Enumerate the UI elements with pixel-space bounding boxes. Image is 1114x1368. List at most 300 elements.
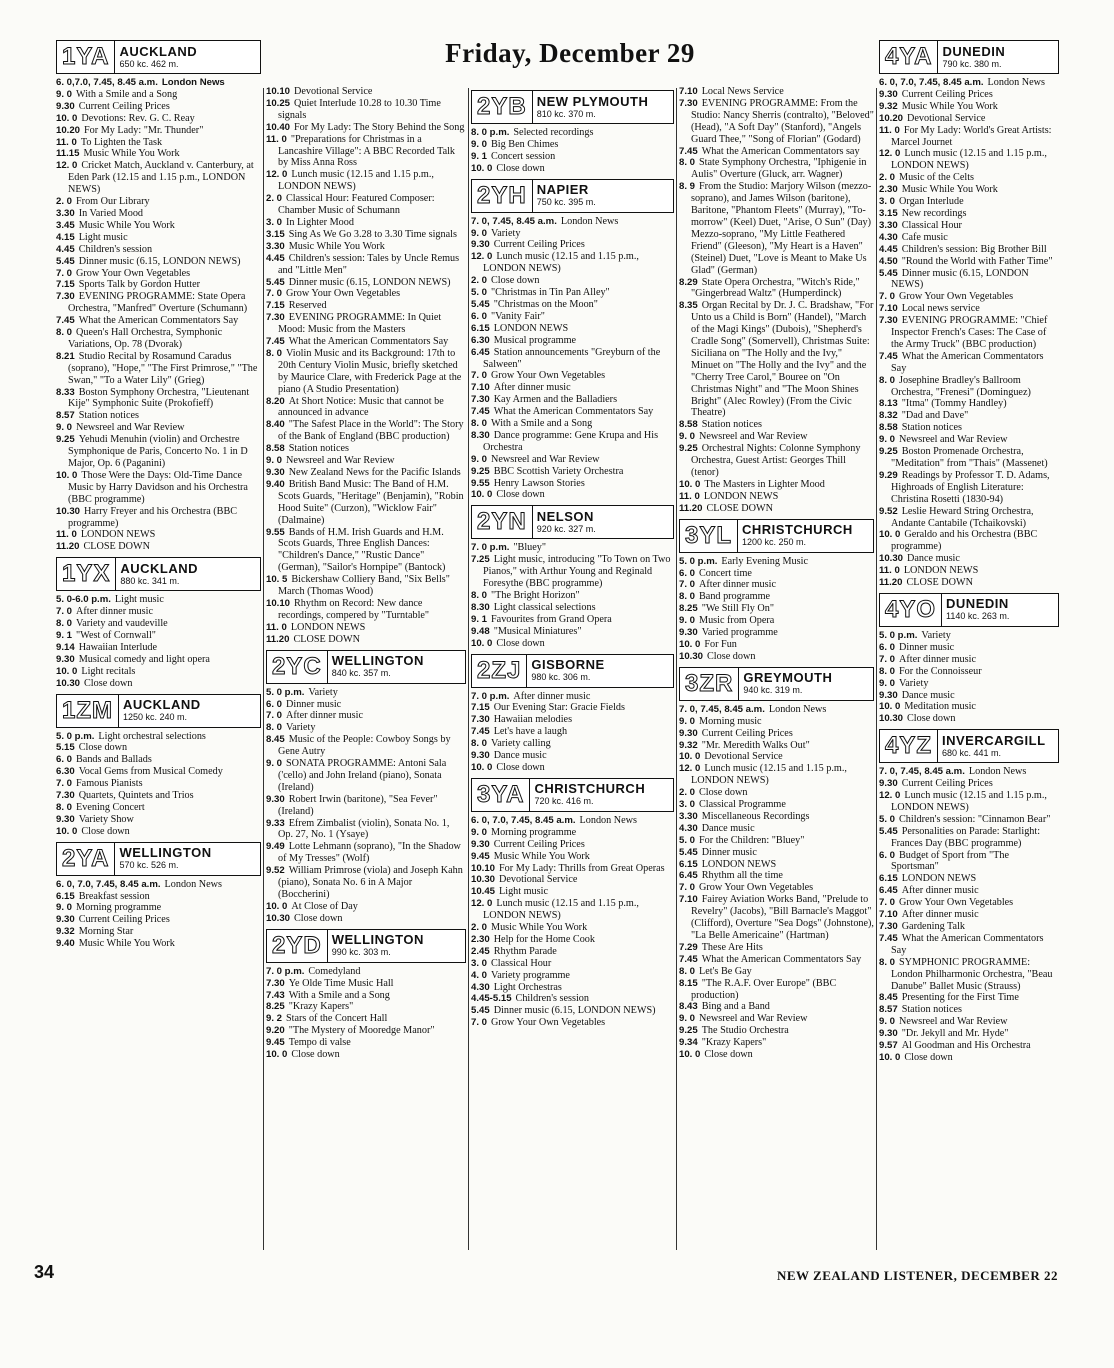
station-info <box>119 695 260 727</box>
programme-time: 3.15 <box>266 228 285 240</box>
programme-title: "Krazy Kapers" <box>701 1037 767 1049</box>
programme-item <box>471 299 674 311</box>
programme-title: Variety <box>921 629 951 641</box>
programme-title: Children's session <box>78 243 153 255</box>
programme-item <box>471 251 674 275</box>
programme-title: Light music, introducing "To Town on Two Pianos," with Arthur Young and Reginald Foresythe (BBC programme) <box>483 554 671 590</box>
programme-item <box>679 603 874 615</box>
programme-item <box>471 874 674 886</box>
programme-item <box>56 790 261 802</box>
programme-title: British Band Music: The Band of H.M. Scots Guards, "Heritage" (Benjamin), "Robin Hood Suite" (Curzon), "Wicklow Fair" (Dalmaine) <box>278 478 464 526</box>
programme-time: 11. 0 <box>679 490 700 502</box>
programme-time: 10. 0 <box>879 529 901 541</box>
programme-item <box>266 710 466 722</box>
programme-item <box>679 419 874 431</box>
programme-item <box>56 630 261 642</box>
programme-item <box>56 529 261 541</box>
programme-title: Early Evening Music <box>721 555 808 567</box>
programme-time: 9.25 <box>679 443 698 455</box>
programme-item <box>879 244 1059 256</box>
station-logo: 1ZM <box>57 695 119 727</box>
programme-list <box>266 86 466 646</box>
programme-title: Sing As We Go 3.28 to 3.30 Time signals <box>288 228 457 240</box>
programme-item <box>56 678 261 690</box>
programme-title: "Christmas on the Moon" <box>493 298 598 310</box>
programme-time: 7.45 <box>679 953 698 965</box>
programme-title: With a Smile and a Song <box>76 88 178 100</box>
programme-title: Close down <box>491 275 540 287</box>
programme-time: 9. 0 <box>266 455 283 467</box>
programme-title: With a Smile and a Song <box>288 989 390 1001</box>
station-header <box>471 778 674 812</box>
programme-item <box>879 1016 1059 1028</box>
programme-item <box>266 1013 466 1025</box>
programme-title: Children's session <box>515 993 589 1005</box>
programme-item <box>879 933 1059 957</box>
programme-item <box>266 794 466 818</box>
programme-title: Station notices <box>701 419 762 431</box>
column-2 <box>266 86 466 1254</box>
programme-time: 9.25 <box>879 446 898 458</box>
programme-title: Close down <box>907 713 956 725</box>
programme-item <box>266 818 466 842</box>
programme-time: 10.30 <box>266 912 291 924</box>
programme-item <box>471 863 674 875</box>
programme-title: Newsreel and War Review <box>76 422 185 434</box>
programme-title: Close down <box>294 912 343 924</box>
station-header <box>679 667 874 701</box>
programme-item <box>471 466 674 478</box>
programme-title: Henry Lawson Stories <box>493 477 585 489</box>
programme-item <box>56 351 261 387</box>
programme-title: Grow Your Own Vegetables <box>699 882 814 894</box>
programme-item <box>679 966 874 978</box>
programme-item <box>56 101 261 113</box>
programme-item <box>266 241 466 253</box>
programme-time: 5.45 <box>471 298 490 310</box>
programme-title: Current Ceiling Prices <box>493 838 585 850</box>
programme-item <box>679 639 874 651</box>
programme-time: 8. 0 <box>266 722 283 734</box>
programme-item <box>266 758 466 794</box>
programme-time: 9.30 <box>679 727 698 739</box>
programme-time: 9.30 <box>56 914 75 926</box>
programme-title: CLOSE DOWN <box>83 541 150 553</box>
programme-item <box>56 232 261 244</box>
programme-title: What the American Commentators say <box>701 145 860 157</box>
programme-title: Lunch music (12.15 and 1.15 p.m., LONDON NEWS) <box>278 169 434 193</box>
programme-time: 9. 1 <box>471 150 488 162</box>
programme-time: 10. 0 <box>56 665 78 677</box>
programme-time: 4.45 <box>266 252 285 264</box>
programme-title: Morning programme <box>76 902 162 914</box>
programme-time: 10.10 <box>266 86 291 97</box>
programme-item <box>879 220 1059 232</box>
programme-time: 10. 0 <box>879 1051 901 1063</box>
programme-time: 10. 0 <box>266 1049 288 1061</box>
programme-time: 10. 0 <box>679 751 701 763</box>
programme-title: Station notices <box>288 443 349 455</box>
station-header <box>879 593 1059 627</box>
programme-item <box>266 229 466 241</box>
programme-time: 12. 0 <box>879 148 901 160</box>
programme-time: 8.13 <box>879 398 898 410</box>
programme-item <box>471 827 674 839</box>
programme-time: 5.45 <box>879 825 898 837</box>
programme-time: 11. 0 <box>879 565 900 577</box>
programme-title: Close down <box>84 677 133 689</box>
programme-time: 9. 0 <box>266 758 283 770</box>
programme-item <box>56 802 261 814</box>
programme-title: Favourites from Grand Opera <box>491 613 612 625</box>
programme-time: 6. 0 <box>679 567 696 579</box>
programme-time: 8.35 <box>679 300 698 312</box>
programme-time: 10.40 <box>266 121 291 133</box>
programme-time: 7. 0 <box>266 710 283 722</box>
programme-item <box>56 654 261 666</box>
programme-title: Concert time <box>699 567 752 579</box>
programme-time: 11. 0 <box>879 124 900 136</box>
programme-time: 11. 0 <box>266 621 287 633</box>
programme-time: 10.30 <box>679 650 704 662</box>
programme-time: 9.55 <box>471 477 490 489</box>
programme-time: 9.52 <box>879 505 898 517</box>
programme-item <box>879 790 1059 814</box>
programme-item <box>879 642 1059 654</box>
programme-item <box>879 148 1059 172</box>
programme-time: 5. 0 p.m. <box>679 555 718 567</box>
programme-title: For the Children: "Bluey" <box>699 834 805 846</box>
programme-title: Robert Irwin (baritone), "Sea Fever" (Ireland) <box>278 793 438 817</box>
programme-item <box>879 125 1059 149</box>
programme-item <box>879 778 1059 790</box>
programme-item <box>879 113 1059 125</box>
programme-item <box>266 598 466 622</box>
programme-title: Hawaiian melodies <box>493 714 573 726</box>
programme-time: 6.30 <box>471 334 490 346</box>
programme-time: 8. 0 <box>56 327 73 339</box>
programme-time: 11.20 <box>679 502 703 514</box>
programme-time: 10.10 <box>471 862 496 874</box>
programme-title: "We Still Fly On" <box>701 603 774 615</box>
programme-time: 9.30 <box>879 689 898 701</box>
programme-time: 8. 0 p.m. <box>471 127 510 138</box>
page-number: 34 <box>34 1262 55 1282</box>
programme-title: Music While You Work <box>288 240 385 252</box>
programme-title: Breakfast session <box>78 890 150 902</box>
programme-time: 8.32 <box>879 410 898 422</box>
programme-item <box>266 913 466 925</box>
programme-title: Newsreel and War Review <box>491 453 600 465</box>
station-frequency: 880 kc. 341 m. <box>120 575 180 586</box>
column-rule <box>876 88 877 1250</box>
programme-time: 3.45 <box>56 219 75 231</box>
programme-title: Miscellaneous Recordings <box>701 810 810 822</box>
programme-title: Newsreel and War Review <box>899 434 1008 446</box>
station-frequency: 790 kc. 380 m. <box>942 58 1002 69</box>
station-name: WELLINGTON <box>331 653 424 669</box>
programme-time: 8.45 <box>266 734 285 746</box>
programme-title: Josephine Bradley's Ballroom Orchestra, "Frenesi" (Dominguez) <box>891 374 1031 398</box>
programme-time: 8.58 <box>266 443 285 455</box>
programme-item <box>56 113 261 125</box>
programme-time: 8.20 <box>266 395 285 407</box>
programme-title: Bands and Ballads <box>76 754 152 766</box>
programme-time: 7. 0 <box>266 288 283 300</box>
programme-title: The Studio Orchestra <box>701 1025 789 1037</box>
programme-time: 9. 0 <box>879 1016 896 1028</box>
programme-title: Close down <box>496 761 545 773</box>
programme-title: Current Ceiling Prices <box>901 778 993 790</box>
programme-title: "Round the World with Father Time" <box>901 255 1053 267</box>
programme-title: "Musical Miniatures" <box>493 625 582 637</box>
programme-title: Fairey Aviation Works Band, "Prelude to Revelry" (Jacobs), "Bill Barnacle's Maggot" (Clifford), Overture "Sea Dogs" (Johnstone), "La Belle Americaine" (Hartman) <box>691 894 874 941</box>
programme-time: 8.30 <box>471 429 490 441</box>
programme-time: 6. 0 <box>471 310 488 322</box>
programme-item <box>266 443 466 455</box>
programme-item <box>471 886 674 898</box>
programme-title: EVENING PROGRAMME: In Quiet Mood: Music from the Masters <box>278 312 442 336</box>
programme-time: 8. 0 <box>266 347 283 359</box>
programme-item <box>266 901 466 913</box>
station-header <box>56 557 261 591</box>
programme-time: 11. 0 <box>56 136 77 148</box>
programme-title: Devotional Service <box>499 874 578 886</box>
programme-title: Music While You Work <box>901 100 998 112</box>
column-rule <box>263 88 264 1250</box>
programme-time: 8.57 <box>56 410 75 422</box>
programme-item <box>679 300 874 419</box>
programme-item <box>471 691 674 703</box>
programme-title: Lunch music (12.15 and 1.15 p.m., LONDON NEWS) <box>891 148 1047 172</box>
programme-time: 7. 0 <box>679 882 696 894</box>
programme-item <box>879 1004 1059 1016</box>
programme-title: Music While You Work <box>83 148 180 160</box>
programme-title: Classical Programme <box>699 799 786 811</box>
programme-time: 9.30 <box>879 1028 898 1040</box>
programme-item <box>266 396 466 420</box>
programme-title: Stars of the Concert Hall <box>286 1013 388 1025</box>
programme-time: 7. 0 <box>471 370 488 382</box>
programme-time: 8.58 <box>679 419 698 431</box>
programme-title: Comedyland <box>308 965 361 977</box>
programme-time: 9.20 <box>266 1025 285 1037</box>
programme-item <box>679 799 874 811</box>
programme-time: 8. 0 <box>679 591 696 603</box>
programme-title: Dinner music (6.15, LONDON NEWS) <box>78 255 241 267</box>
programme-time: 9.30 <box>471 239 490 251</box>
programme-time: 7.15 <box>266 300 285 312</box>
programme-time: 8. 0 <box>56 801 73 813</box>
programme-item <box>471 1005 674 1017</box>
programme-item <box>266 687 466 699</box>
programme-title: What the American Commentators Say <box>891 350 1044 374</box>
programme-time: 6.15 <box>471 322 490 334</box>
programme-item <box>56 541 261 553</box>
programme-item <box>471 323 674 335</box>
programme-item <box>879 529 1059 553</box>
station-name: AUCKLAND <box>120 560 199 576</box>
programme-time: 4.50 <box>879 255 898 267</box>
station-name: INVERCARGILL <box>942 732 1046 748</box>
programme-title: Close down <box>707 650 756 662</box>
programme-title: Cafe music <box>901 231 948 243</box>
programme-item <box>266 217 466 229</box>
programme-item <box>56 208 261 220</box>
programme-item <box>471 851 674 863</box>
programme-item <box>471 406 674 418</box>
programme-time: 9.32 <box>679 739 698 751</box>
programme-title: Organ Recital by Dr. J. C. Bradshaw, "For Unto us a Child is Born" (Handel), "March of the Magi Kings" (Dubois), "Shepherd's Cradle Song" (Somervell), Christmas Suite: Siciliana on "The Holly and the Ivy," Minuet on "The Holly and the Ivy" and the "Cherry Tree Carol," Bouree on "On Christmas Night" and "The Moon Shines Bright" (Alec Rowley) (From the Civic Theatre) <box>691 300 874 419</box>
station-frequency: 650 kc. 462 m. <box>119 58 179 69</box>
programme-item <box>879 690 1059 702</box>
programme-time: 9. 0 <box>471 453 488 465</box>
programme-time: 10.30 <box>56 505 81 517</box>
programme-time: 4.45 <box>879 243 898 255</box>
station-header <box>471 505 674 539</box>
programme-time: 7. 0 <box>679 579 696 591</box>
programme-title: Music of the People: Cowboy Songs by Gene Autry <box>278 734 451 758</box>
programme-time: 6. 0, 7.0, 7.45, 8.45 a.m. <box>56 878 161 890</box>
programme-title: Dinner music (6.15, LONDON NEWS) <box>891 267 1029 291</box>
programme-time: 10. 0 <box>471 489 493 501</box>
programme-item <box>879 921 1059 933</box>
programme-item <box>879 1052 1059 1064</box>
programme-title: Close down <box>496 637 545 649</box>
programme-time: 7.30 <box>266 977 285 989</box>
programme-time: 9.40 <box>56 938 75 950</box>
programme-item <box>266 419 466 443</box>
programme-list <box>679 86 874 515</box>
programme-item <box>471 151 674 163</box>
programme-title: CLOSE DOWN <box>906 577 973 589</box>
programme-title: What the American Commentators Say <box>78 315 239 327</box>
programme-title: Lunch music (12.15 and 1.15 p.m., LONDON NEWS) <box>483 251 639 275</box>
programme-title: "Christmas in Tin Pan Alley" <box>491 287 610 299</box>
station-logo: 3YA <box>472 779 530 811</box>
programme-item <box>471 958 674 970</box>
column-5 <box>879 36 1059 1254</box>
programme-title: Variety calling <box>491 738 551 750</box>
programme-title: Music While You Work <box>491 922 588 934</box>
programme-title: After dinner music <box>513 690 591 702</box>
programme-time: 9.30 <box>879 778 898 790</box>
programme-time: 7.10 <box>879 909 898 921</box>
programme-time: 8.29 <box>679 276 698 288</box>
programme-title: For My Lady: Thrills from Great Operas <box>499 862 665 874</box>
programme-title: Variety <box>308 686 338 698</box>
programme-title: Variety <box>491 227 521 239</box>
programme-item <box>879 713 1059 725</box>
programme-time: 4.30 <box>471 981 490 993</box>
programme-time: 8. 0 <box>679 157 696 169</box>
programme-title: Light orchestral selections <box>98 730 206 742</box>
programme-item <box>679 1013 874 1025</box>
programme-title: Bands of H.M. Irish Guards and H.M. Scots Guards, Three English Dances: "Children's Dance," "Rustic Dance" (German), "Sailor's Hornpipe" (Bantock) <box>278 526 446 574</box>
programme-time: 8.33 <box>56 386 75 398</box>
station-name: CHRISTCHURCH <box>534 781 646 797</box>
programme-title: Variety Show <box>78 813 134 825</box>
programme-item <box>471 839 674 851</box>
programme-title: Dance music <box>493 750 547 762</box>
station-info <box>533 506 673 538</box>
programme-time: 6.45 <box>471 346 490 358</box>
programme-title: Close down <box>81 825 130 837</box>
programme-time: 6.45 <box>679 870 698 882</box>
programme-title: Devotional Service <box>294 86 373 97</box>
programme-item <box>879 434 1059 446</box>
programme-item <box>471 702 674 714</box>
programme-time: 12. 0 <box>56 160 78 172</box>
programme-title: Dinner music (6.15, LONDON NEWS) <box>493 1005 656 1017</box>
programme-title: Violin Music and its Background: 17th to 20th Century Violin Music, briefly sketched by Maurice Clare, with Frederick Page at the piano (A Studio Presentation) <box>278 347 462 395</box>
programme-item <box>679 556 874 568</box>
station-name: CHRISTCHURCH <box>742 522 853 538</box>
programme-title: Variety <box>286 722 316 734</box>
programme-title: After dinner music <box>901 885 979 897</box>
programme-item <box>879 268 1059 292</box>
programme-item <box>56 196 261 208</box>
programme-item <box>56 879 261 891</box>
programme-time: 10.25 <box>266 97 291 109</box>
programme-time: 3. 0 <box>679 799 696 811</box>
programme-item <box>56 826 261 838</box>
programme-item <box>879 814 1059 826</box>
station-frequency: 840 kc. 357 m. <box>331 668 391 679</box>
programme-time: 7. 0 <box>56 267 73 279</box>
programme-item <box>56 642 261 654</box>
programme-title: "The R.A.F. Over Europe" (BBC production) <box>691 977 837 1001</box>
programme-time: 9.34 <box>679 1037 698 1049</box>
station-header <box>266 929 466 963</box>
programme-time: 7. 0 p.m. <box>471 542 510 554</box>
programme-time: 4.15 <box>56 231 75 243</box>
programme-item <box>879 77 1059 89</box>
programme-title: Newsreel and War Review <box>899 1016 1008 1028</box>
programme-title: State Opera Orchestra, "Witch's Ride," "Gingerbread Waltz" (Humperdinck) <box>691 276 860 300</box>
programme-item <box>879 850 1059 874</box>
programme-title: Variety and vaudeville <box>76 618 168 630</box>
programme-title: "The Mystery of Mooredge Manor" <box>288 1025 435 1037</box>
programme-time: 9.45 <box>471 850 490 862</box>
station-name: NEW PLYMOUTH <box>536 93 649 109</box>
programme-title: Close down <box>699 787 748 799</box>
programme-time: 7.30 <box>879 315 898 327</box>
programme-item <box>471 1017 674 1029</box>
programme-item <box>879 184 1059 196</box>
programme-time: 10. 0 <box>679 638 701 650</box>
programme-time: 9.30 <box>56 100 75 112</box>
programme-time: 7.29 <box>679 941 698 953</box>
programme-time: 3.15 <box>879 207 898 219</box>
programme-item <box>879 232 1059 244</box>
programme-title: After dinner music <box>493 382 571 394</box>
programme-time: 6. 0, 7.0, 7.45, 8.45 a.m. <box>471 814 576 826</box>
programme-time: 7.45 <box>879 932 898 944</box>
programme-title: Newsreel and War Review <box>286 455 395 467</box>
programme-title: Devotional Service <box>704 751 783 763</box>
programme-item <box>471 714 674 726</box>
programme-item <box>56 926 261 938</box>
programme-item <box>879 565 1059 577</box>
programme-title: With a Smile and a Song <box>491 418 593 430</box>
programme-item <box>679 740 874 752</box>
programme-time: 7.30 <box>879 921 898 932</box>
station-header <box>56 40 261 74</box>
station-frequency: 980 kc. 306 m. <box>531 672 591 683</box>
programme-title: Dance programme: Gene Krupa and His Orchestra <box>483 429 659 453</box>
programme-title: LONDON NEWS <box>901 873 977 885</box>
